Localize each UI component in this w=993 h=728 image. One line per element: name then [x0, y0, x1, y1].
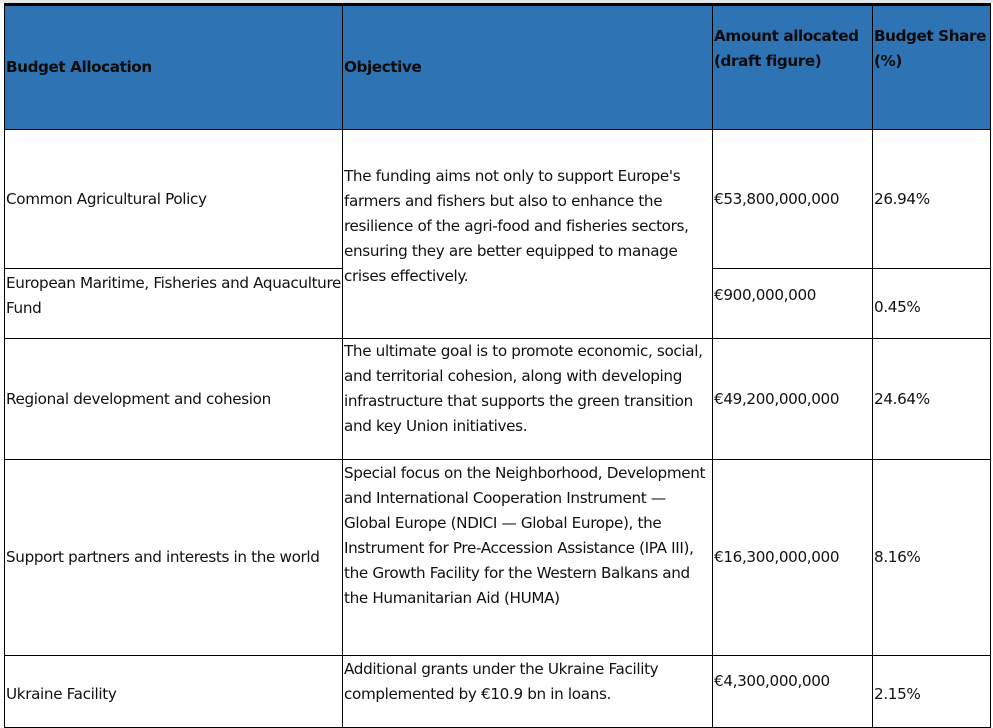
table-row: [5, 130, 991, 269]
allocation-text: Ukraine Facility: [6, 685, 117, 703]
cell-share[interactable]: [873, 269, 991, 339]
allocation-text: European Maritime, Fisheries and Aquaculture Fund: [6, 274, 342, 317]
header-row: [5, 5, 991, 130]
cell-amount[interactable]: [713, 130, 873, 269]
objective-text: The ultimate goal is to promote economic, social, and territorial cohesion, along with developing infrastructure that supports the green transition and key Union initiatives.: [344, 342, 703, 435]
allocation-text: Regional development and cohesion: [6, 389, 271, 408]
share-text: 2.15%: [874, 685, 921, 703]
allocation-text: Common Agricultural Policy: [6, 189, 207, 208]
header-objective[interactable]: Objective: [343, 5, 713, 130]
header-budget-allocation[interactable]: Budget Allocation: [5, 5, 343, 130]
objective-text: Additional grants under the Ukraine Facility complemented by €10.9 bn in loans.: [344, 660, 659, 703]
cell-amount[interactable]: [713, 269, 873, 339]
amount-text: €49,200,000,000: [714, 389, 840, 408]
allocation-text: Support partners and interests in the world: [6, 548, 320, 566]
objective-text: Special focus on the Neighborhood, Development and International Cooperation Instrument — Global Europe (NDICI — Global Europe), the Instrument for Pre-Accession Assistance (IPA III), the Growth Facility for the Western Balkans and the Humanitarian Aid (HUMA): [344, 464, 706, 607]
cell-allocation[interactable]: [5, 339, 343, 460]
cell-objective[interactable]: [343, 656, 713, 728]
amount-text: €53,800,000,000: [714, 189, 840, 208]
cell-share[interactable]: [873, 460, 991, 656]
share-text: 0.45%: [874, 298, 921, 316]
amount-text: €4,300,000,000: [714, 672, 830, 690]
cell-allocation[interactable]: [5, 460, 343, 656]
table-row: [5, 460, 991, 656]
cell-allocation[interactable]: [5, 269, 343, 339]
header-budget-share[interactable]: Budget Share (%): [873, 5, 991, 130]
cell-amount[interactable]: [713, 656, 873, 728]
amount-text: €900,000,000: [714, 286, 817, 304]
cell-share[interactable]: [873, 656, 991, 728]
share-text: 26.94%: [874, 189, 930, 208]
table-row: [5, 656, 991, 728]
table-row: [5, 339, 991, 460]
cell-amount[interactable]: [713, 460, 873, 656]
cell-share[interactable]: [873, 339, 991, 460]
header-amount-allocated[interactable]: Amount allocated (draft figure): [713, 5, 873, 130]
budget-table: [4, 3, 991, 728]
cell-allocation[interactable]: [5, 130, 343, 269]
cell-allocation[interactable]: [5, 656, 343, 728]
objective-text: The funding aims not only to support Europe's farmers and fishers but also to enhance the resilience of the agri-food and fisheries sectors, ensuring they are better equipped to manage crises effectively.: [344, 167, 689, 285]
share-text: 24.64%: [874, 389, 930, 408]
cell-objective[interactable]: [343, 339, 713, 460]
cell-share[interactable]: [873, 130, 991, 269]
cell-objective[interactable]: [343, 460, 713, 656]
cell-objective[interactable]: [343, 130, 713, 339]
cell-amount[interactable]: [713, 339, 873, 460]
amount-text: €16,300,000,000: [714, 548, 840, 566]
share-text: 8.16%: [874, 548, 921, 566]
